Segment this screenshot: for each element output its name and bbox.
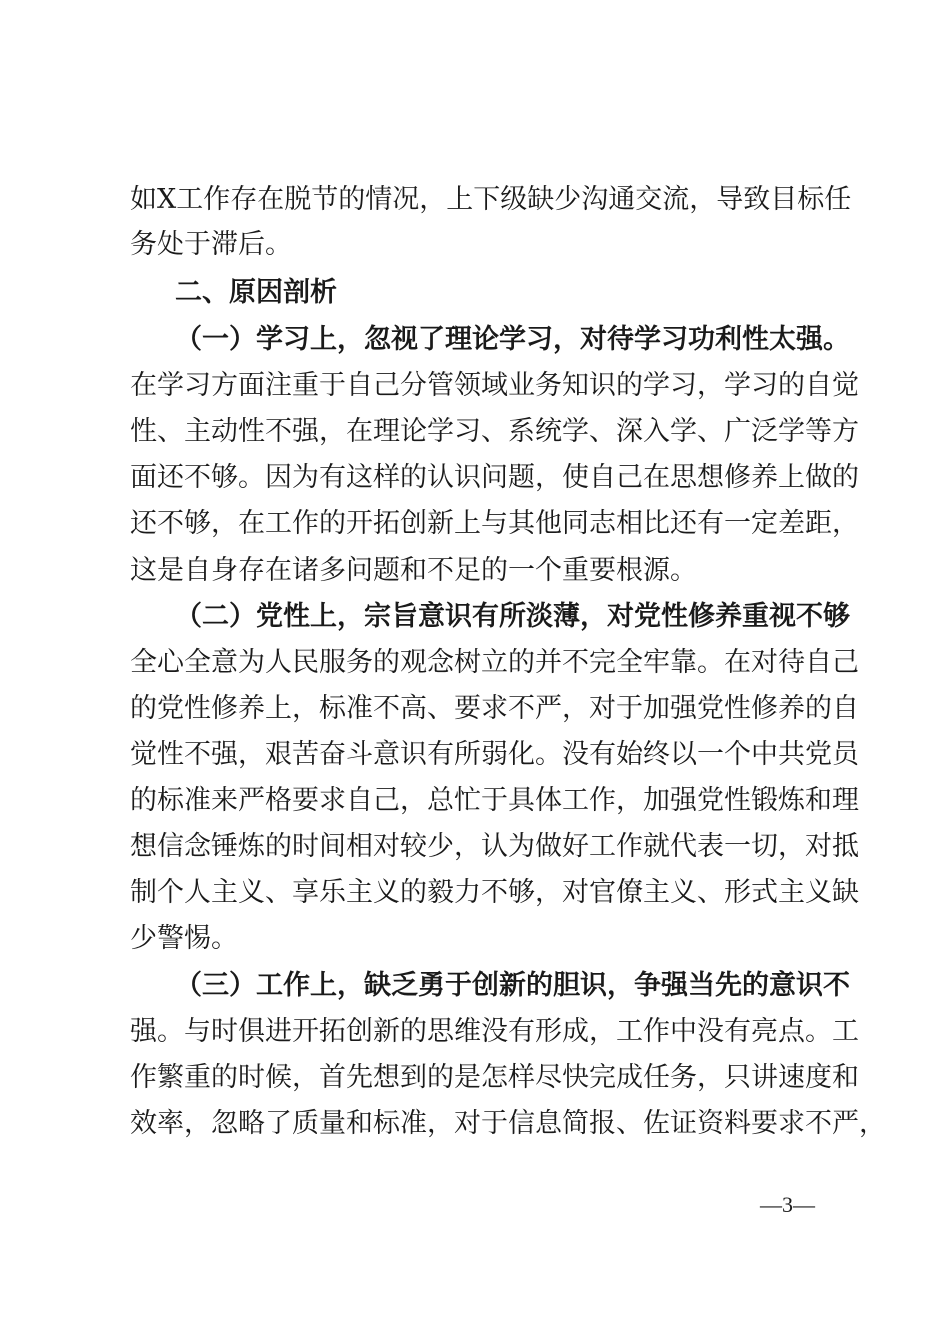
paragraph-line: 全心全意为人民服务的观念树立的并不完全牢靠。在对待自己 bbox=[130, 647, 859, 678]
paragraph-line: 在学习方面注重于自己分管领域业务知识的学习，学习的自觉 bbox=[130, 370, 859, 401]
paragraph-line: 的标准来严格要求自己，总忙于具体工作，加强党性锻炼和理 bbox=[130, 785, 859, 816]
paragraph-line: 作繁重的时候，首先想到的是怎样尽快完成任务，只讲速度和 bbox=[130, 1062, 859, 1093]
paragraph-line: 还不够，在工作的开拓创新上与其他同志相比还有一定差距， bbox=[130, 508, 859, 539]
paragraph-line: 少警惕。 bbox=[130, 923, 238, 954]
section-heading: 二、原因剖析 bbox=[175, 277, 337, 308]
paragraph-line: 性、主动性不强，在理论学习、系统学、深入学、广泛学等方 bbox=[130, 416, 859, 447]
paragraph-line: 的党性修养上，标准不高、要求不严，对于加强党性修养的自 bbox=[130, 693, 859, 724]
paragraph-line: 务处于滞后。 bbox=[130, 229, 292, 260]
page-number: —3— bbox=[760, 1192, 815, 1217]
paragraph-line: 这是自身存在诸多问题和不足的一个重要根源。 bbox=[130, 555, 697, 586]
paragraph-line: 想信念锤炼的时间相对较少，认为做好工作就代表一切，对抵 bbox=[130, 831, 859, 862]
paragraph-line: 面还不够。因为有这样的认识问题，使自己在思想修养上做的 bbox=[130, 462, 859, 493]
subsection-heading: （二）党性上，宗旨意识有所淡薄，对党性修养重视不够 bbox=[175, 601, 850, 632]
paragraph-line: 觉性不强，艰苦奋斗意识有所弱化。没有始终以一个中共党员 bbox=[130, 739, 859, 770]
paragraph-line: 制个人主义、享乐主义的毅力不够，对官僚主义、形式主义缺 bbox=[130, 877, 859, 908]
paragraph-line: 强。与时俱进开拓创新的思维没有形成，工作中没有亮点。工 bbox=[130, 1016, 859, 1047]
subsection-heading: （一）学习上，忽视了理论学习，对待学习功利性太强。 bbox=[175, 324, 850, 355]
paragraph-line: 效率，忽略了质量和标准，对于信息简报、佐证资料要求不严， bbox=[130, 1108, 886, 1139]
paragraph-line: 如X工作存在脱节的情况，上下级缺少沟通交流，导致目标任 bbox=[130, 184, 852, 215]
subsection-heading: （三）工作上，缺乏勇于创新的胆识，争强当先的意识不 bbox=[175, 970, 850, 1001]
